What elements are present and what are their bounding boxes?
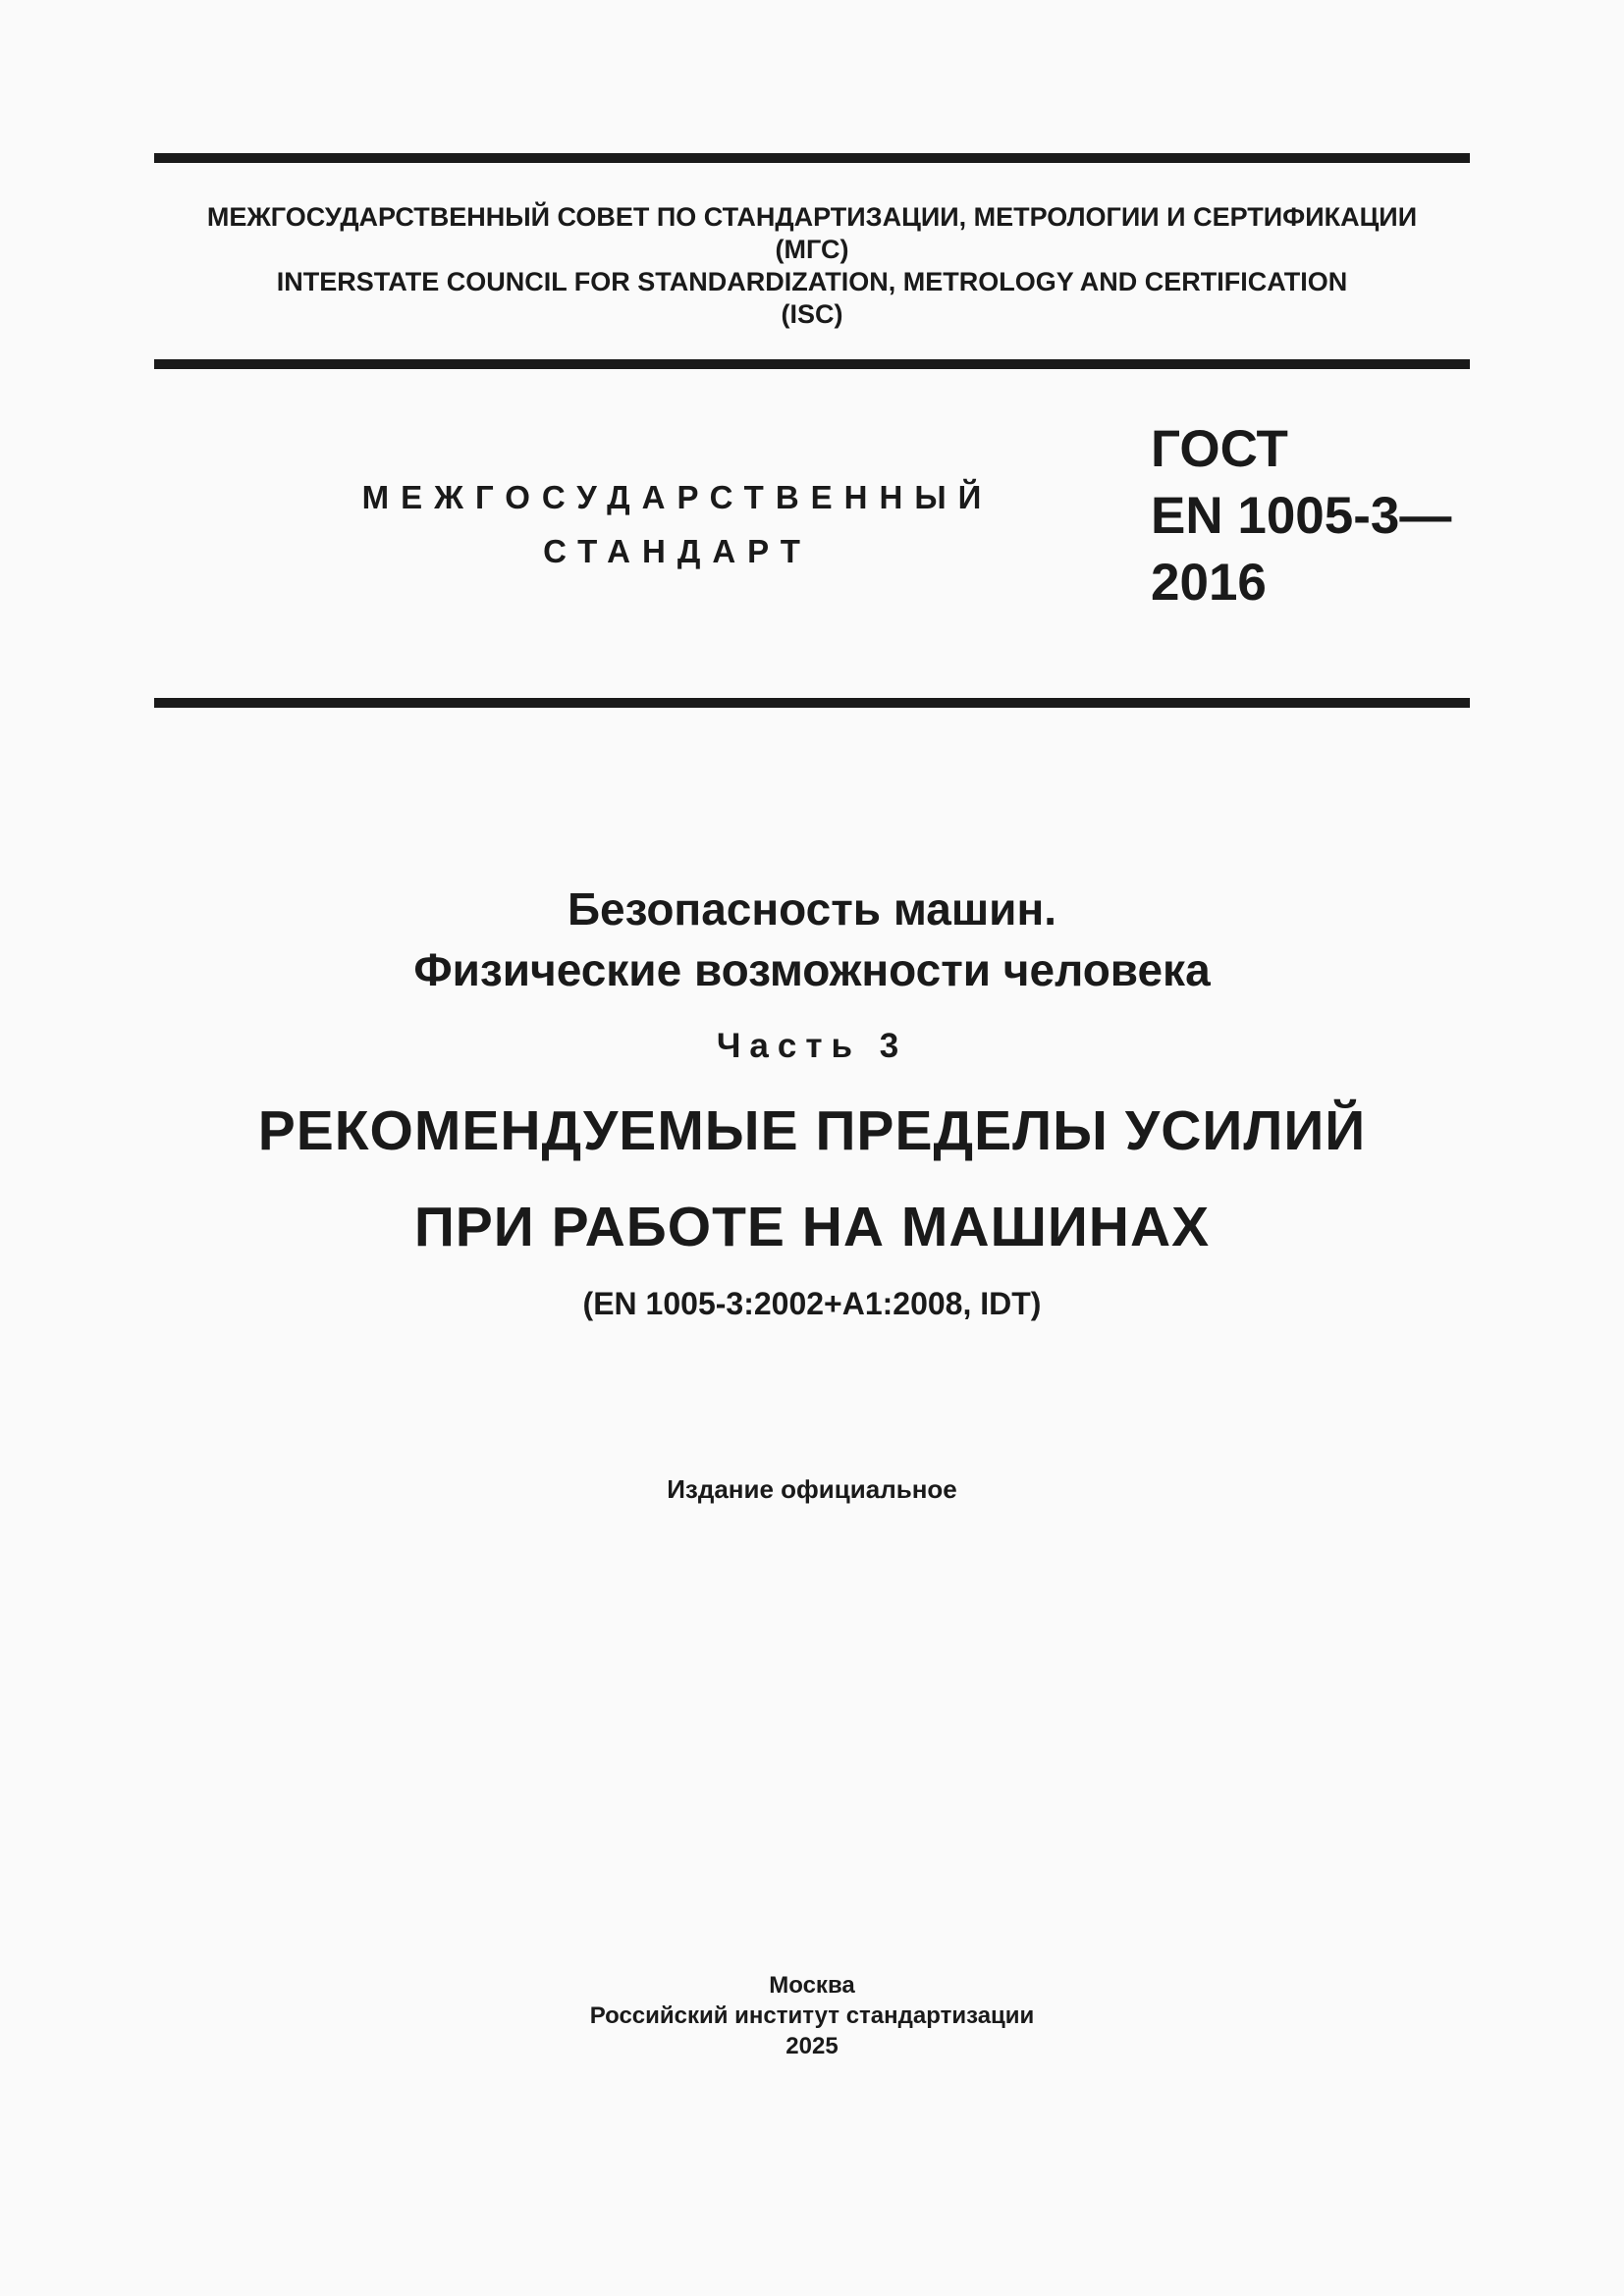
designation-rule — [154, 698, 1470, 708]
header-rule — [154, 359, 1470, 369]
standard-reference: (EN 1005-3:2002+A1:2008, IDT) — [582, 1286, 1042, 1321]
council-name-ru: МЕЖГОСУДАРСТВЕННЫЙ СОВЕТ ПО СТАНДАРТИЗАЦИИ, МЕТРОЛОГИИ И СЕРТИФИКАЦИИ — [206, 202, 1418, 232]
standard-type-line-1: МЕЖГОСУДАРСТВЕННЫЙ — [361, 479, 994, 515]
council-name-en: INTERSTATE COUNCIL FOR STANDARDIZATION, METROLOGY AND CERTIFICATION — [276, 267, 1348, 296]
top-rule — [154, 153, 1470, 163]
document-title — [154, 879, 1470, 1324]
title-line-1: Безопасность машин. — [567, 883, 1057, 934]
title-line-2: Физические возможности человека — [413, 944, 1211, 995]
edition-label: Издание официальное — [667, 1474, 957, 1504]
council-header — [154, 201, 1470, 331]
designation-line-1: ГОСТ — [1151, 420, 1288, 478]
standard-type-line-2: СТАНДАРТ — [543, 533, 812, 569]
standard-type — [285, 470, 1070, 578]
subtitle-line-1: РЕКОМЕНДУЕМЫЕ ПРЕДЕЛЫ УСИЛИЙ — [257, 1099, 1367, 1162]
council-abbr-en: (ISC) — [781, 299, 843, 329]
imprint — [154, 1970, 1470, 2061]
imprint-publisher: Российский институт стандартизации — [589, 2002, 1035, 2029]
part-number: Часть 3 — [716, 1027, 908, 1065]
designation-line-3: 2016 — [1151, 554, 1267, 612]
imprint-year: 2025 — [785, 2033, 839, 2059]
standard-designation — [1151, 416, 1451, 616]
designation-line-2: EN 1005-3— — [1151, 487, 1452, 545]
council-abbr-ru: (МГС) — [775, 235, 849, 264]
subtitle-line-2: ПРИ РАБОТЕ НА МАШИНАХ — [413, 1196, 1211, 1258]
imprint-city: Москва — [769, 1972, 855, 1999]
